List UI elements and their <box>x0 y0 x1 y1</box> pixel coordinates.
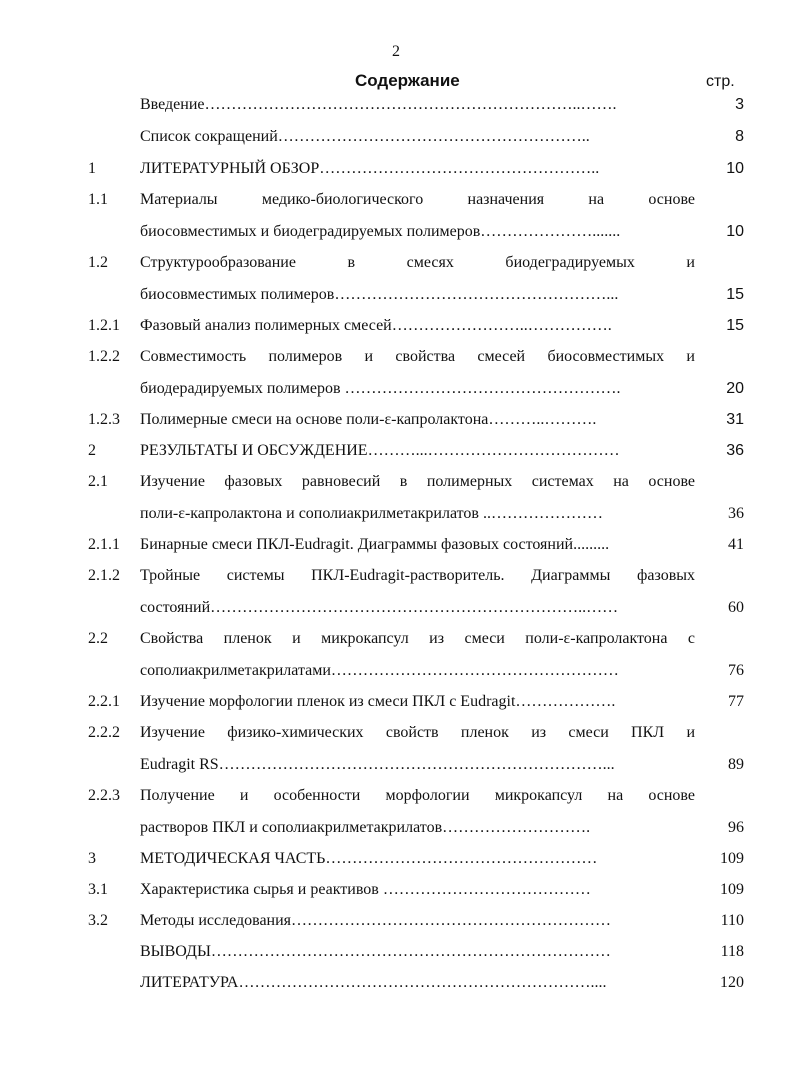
toc-entry-page: 3 <box>735 96 744 113</box>
toc-entry-text: Свойства пленок и микрокапсул из смеси поли-ε-капролактона с <box>140 630 695 647</box>
toc-entry-page: 41 <box>728 536 744 553</box>
toc-entry-text: Бинарные смеси ПКЛ-Eudragit. Диаграммы фазовых состояний......... <box>140 536 610 553</box>
toc-entry-number: 3 <box>88 850 96 867</box>
toc-entry-number: 2 <box>88 442 96 459</box>
toc-entry-text: Методы исследования…………………………………………………… <box>140 912 612 929</box>
toc-entry-text: Характеристика сырья и реактивов ………………………………… <box>140 881 591 898</box>
toc-entry-number: 2.1.2 <box>88 567 120 584</box>
toc-entry-page: 10 <box>726 223 744 240</box>
toc-entry-number: 2.2.2 <box>88 724 120 741</box>
toc-entry-number: 1.2.1 <box>88 317 120 334</box>
toc-entry-number: 1.2.2 <box>88 348 120 365</box>
toc-entry-text: Изучение фазовых равновесий в полимерных системах на основе <box>140 473 695 490</box>
toc-entry-number: 2.2.1 <box>88 693 120 710</box>
page-column-header: стр. <box>706 73 735 90</box>
toc-entry-number: 1.2 <box>88 254 108 271</box>
toc-entry-text: МЕТОДИЧЕСКАЯ ЧАСТЬ…………………………………………… <box>140 850 598 867</box>
toc-entry-number: 3.1 <box>88 881 108 898</box>
toc-entry-page: 76 <box>728 662 744 679</box>
toc-entry-number: 1 <box>88 160 96 177</box>
toc-entry-text: Изучение морфологии пленок из смеси ПКЛ с Eudragit………………. <box>140 693 616 710</box>
toc-entry-text: Получение и особенности морфологии микрокапсул на основе <box>140 787 695 804</box>
toc-entry-text: Полимерные смеси на основе поли-ε-капролактона………..………. <box>140 411 597 428</box>
toc-entry-page: 10 <box>726 160 744 177</box>
toc-entry-text: Структурообразование в смесях биодеградируемых и <box>140 254 695 271</box>
toc-entry-page: 15 <box>726 317 744 334</box>
toc-entry-page: 36 <box>726 442 744 459</box>
toc-entry-text: ВЫВОДЫ………………………………………………………………… <box>140 943 611 960</box>
toc-entry-page: 77 <box>728 693 744 710</box>
toc-entry-number: 2.2 <box>88 630 108 647</box>
toc-entry-page: 89 <box>728 756 744 773</box>
toc-entry-text: Материалы медико-биологического назначения на основе <box>140 191 695 208</box>
toc-entry-number: 1.2.3 <box>88 411 120 428</box>
toc-entry-text: биодерадируемых полимеров ……………………………………………. <box>140 380 621 397</box>
toc-entry-text: Совместимость полимеров и свойства смесей биосовместимых и <box>140 348 695 365</box>
toc-entry-text: Тройные системы ПКЛ-Eudragit-растворитель. Диаграммы фазовых <box>140 567 695 584</box>
toc-entry-text: биосовместимых и биодеградируемых полимеров…………………....... <box>140 223 621 240</box>
toc-entry-text: Изучение физико-химических свойств пленок из смеси ПКЛ и <box>140 724 695 741</box>
toc-entry-number: 2.1.1 <box>88 536 120 553</box>
toc-entry-number: 2.1 <box>88 473 108 490</box>
toc-entry-text: поли-ε-капролактона и сополиакрилметакрилатов ..………………… <box>140 505 603 522</box>
page-number: 2 <box>392 43 400 60</box>
toc-entry-page: 96 <box>728 819 744 836</box>
toc-entry-text: растворов ПКЛ и сополиакрилметакрилатов………………………. <box>140 819 591 836</box>
toc-entry-page: 120 <box>720 974 744 991</box>
toc-entry-text: биосовместимых полимеров……………………………………………... <box>140 286 619 303</box>
toc-entry-text: ЛИТЕРАТУРА………………………………………………………….... <box>140 974 607 991</box>
toc-entry-page: 109 <box>720 850 744 867</box>
toc-entry-page: 15 <box>726 286 744 303</box>
toc-entry-page: 60 <box>728 599 744 616</box>
toc-entry-text: Eudragit RS………………………………………………………………... <box>140 756 615 773</box>
toc-entry-text: состояний……………………………………………………………..…… <box>140 599 619 616</box>
toc-entry-page: 109 <box>720 881 744 898</box>
toc-entry-text: ЛИТЕРАТУРНЫЙ ОБЗОР…………………………………………….. <box>140 160 600 177</box>
toc-entry-number: 3.2 <box>88 912 108 929</box>
toc-entry-number: 2.2.3 <box>88 787 120 804</box>
toc-entry-text: Введение……………………………………………………………..……. <box>140 96 617 113</box>
toc-entry-text: РЕЗУЛЬТАТЫ И ОБСУЖДЕНИЕ………...……………………………… <box>140 442 620 459</box>
toc-entry-page: 31 <box>726 411 744 428</box>
toc-entry-page: 118 <box>720 943 744 960</box>
toc-entry-number: 1.1 <box>88 191 108 208</box>
toc-entry-page: 36 <box>728 505 744 522</box>
toc-entry-page: 20 <box>726 380 744 397</box>
toc-title: Содержание <box>355 71 460 90</box>
toc-entry-page: 8 <box>735 128 744 145</box>
toc-entry-text: Фазовый анализ полимерных смесей……………………..……………. <box>140 317 612 334</box>
toc-entry-text: сополиакрилметакрилатами……………………………………………… <box>140 662 619 679</box>
toc-entry-text: Список сокращений………………………………………………….. <box>140 128 590 145</box>
toc-entry-page: 110 <box>720 912 744 929</box>
